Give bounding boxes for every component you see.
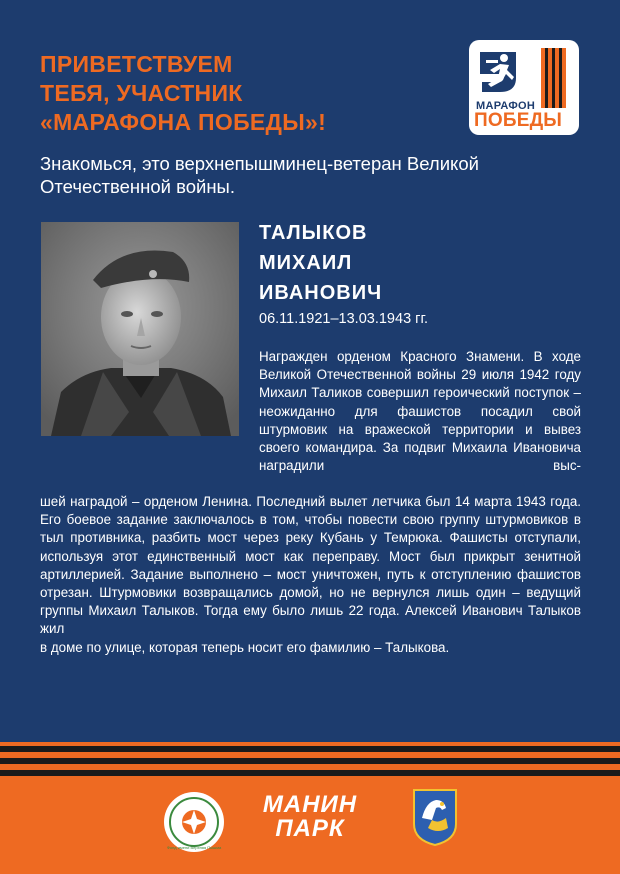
ribbon-band: [0, 746, 620, 752]
foundation-logo-text: Фонд имени Верхняя Пышма: [166, 845, 222, 850]
runner-icon: [476, 50, 536, 95]
veteran-portrait: [41, 222, 239, 436]
headline-line: «МАРАФОНА ПОБЕДЫ»!: [40, 109, 327, 135]
ribbon-band: [0, 758, 620, 764]
logo-text-marathon: МАРАФОН: [476, 100, 536, 112]
biography-text: шей наградой – орденом Ленина. Последний вылет летчика был 14 марта 1943 года. Его боевое задание заключалось в том, чтобы повести свою группу штурмовиков в тыл противника, разбить мост через реку Кубань у Темрюка. Фашисты отступали, используя этот единственный мост как переправу. Мост был прикрыт зенитной артиллерией. Задание выполнено – мост уничтожен, путь к отступлению фашистов отрезан. Штурмовики возвращались домой, но не вернулся лишь один – ведущий группы Михаил Талыков. Тогда ему было лишь 22 года. Алексей Иванович Талыков жил: [40, 494, 581, 637]
marathon-logo: [469, 40, 579, 135]
name-line: ТАЛЫКОВ: [259, 222, 368, 244]
manin-park-line: ПАРК: [275, 815, 345, 842]
veteran-name: [259, 218, 382, 308]
biography-top: Награжден орденом Красного Знамени. В ходе Великой Отечественной войны 29 июля 1942 году Михаил Таликов совершил героический поступок – неожиданно для фашистов посадил свой штурмовик на вражеской территории и вывез своего командира. За подвиг Михаила Ивановича наградили выс-: [259, 349, 581, 474]
coat-of-arms-logo: [412, 788, 458, 846]
biography-bottom: [40, 493, 581, 657]
manin-park-line: МАНИН: [262, 791, 358, 818]
name-line: ИВАНОВИЧ: [259, 282, 383, 304]
headline-line: ПРИВЕТСТВУЕМ: [40, 51, 233, 77]
ribbon-band: [0, 770, 620, 776]
logo-text-victory: ПОБЕДЫ: [474, 110, 563, 131]
biography-last-line: в доме по улице, которая теперь носит его фамилию – Талыкова.: [40, 639, 450, 655]
headline-line: ТЕБЯ, УЧАСТНИК: [40, 80, 243, 106]
footer-ribbon: [0, 742, 620, 874]
ribbon-stripes-icon: [539, 48, 569, 108]
intro-text: Знакомься, это верхнепышминец-ветеран Великой Отечественной войны.: [40, 153, 479, 197]
life-dates: 06.11.1921–13.03.1943 гг.: [259, 311, 428, 327]
foundation-logo: [163, 791, 225, 853]
manin-park-logo: [262, 791, 358, 853]
name-line: МИХАИЛ: [259, 252, 353, 274]
headline: [40, 50, 326, 137]
